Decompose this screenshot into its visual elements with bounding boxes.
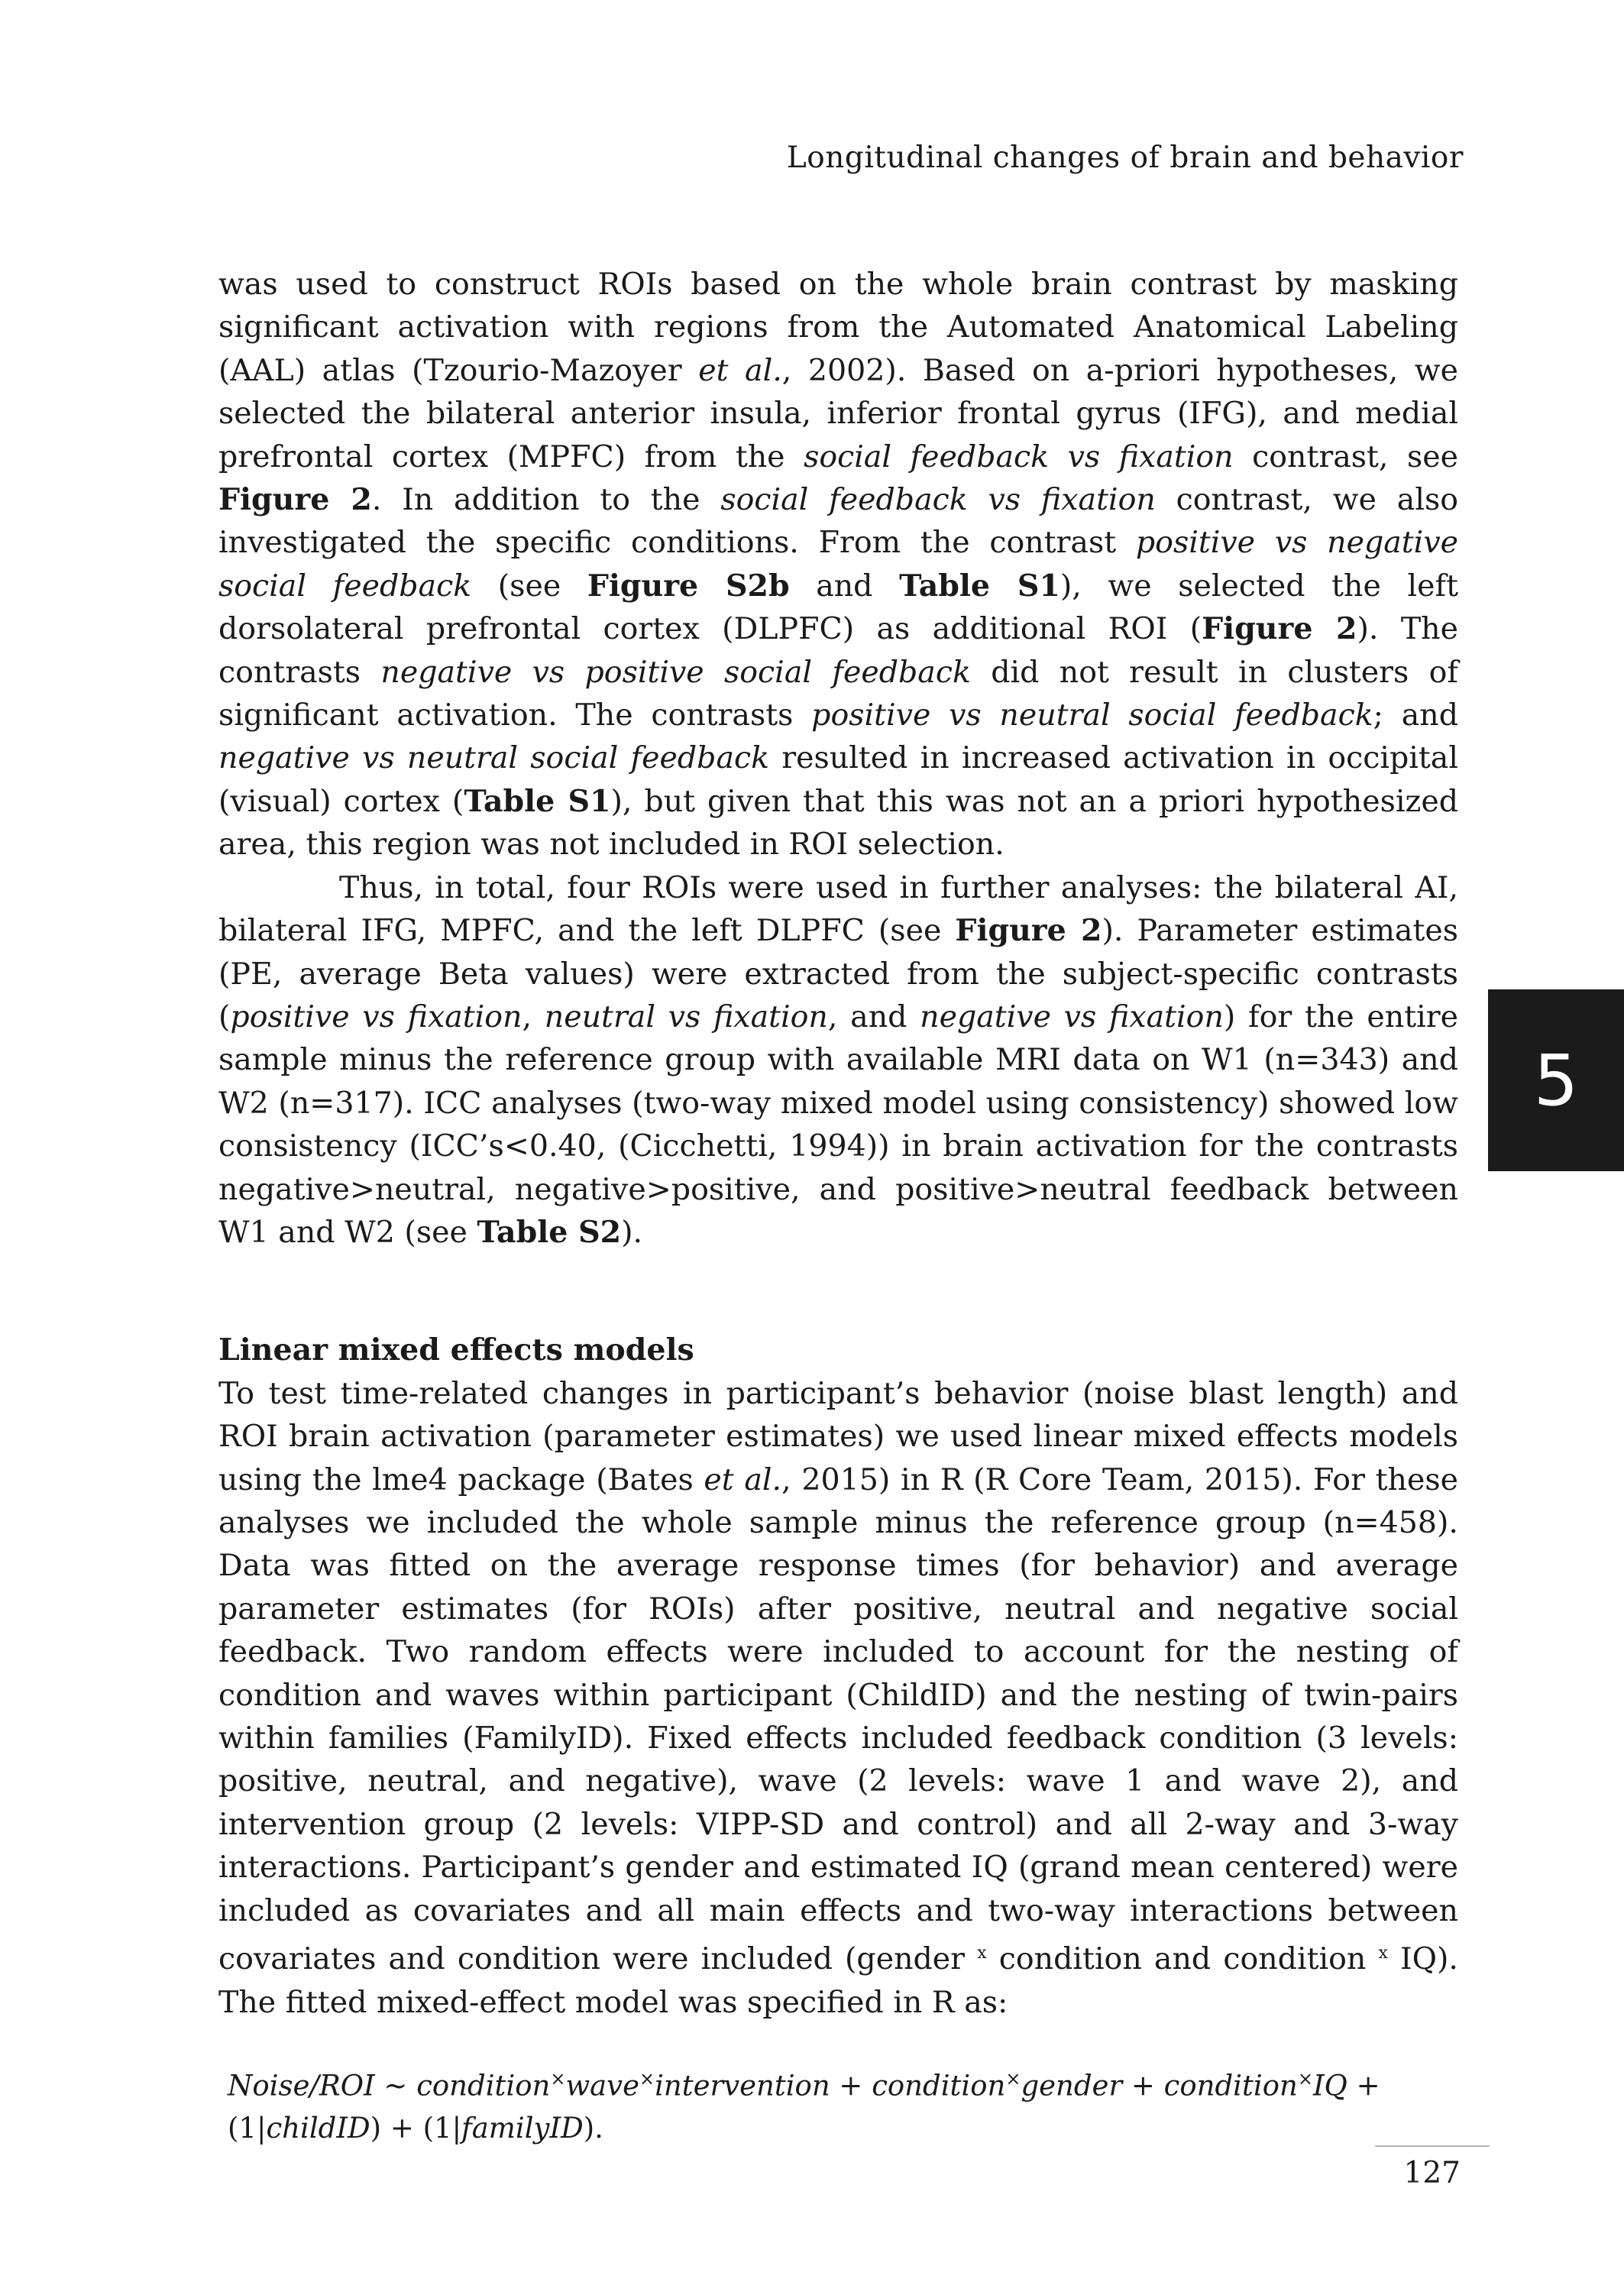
body-text <box>218 263 1458 2150</box>
model-formula <box>228 2057 1458 2150</box>
section-heading: Linear mixed effects models <box>218 1332 694 1368</box>
formula-line-1: Noise/ROI ~ condition×wave×intervention + condition×gender + condition×IQ + <box>228 2068 1380 2103</box>
paragraph-mixed-models: To test time-related changes in participant’s behavior (noise blast length) and ROI brain activation (parameter estimates) we used linear mixed effects models using the lme4 package (Bates et al., 2015) in R (R Core Team, 2015). For these analyses we included the whole sample minus the reference group (n=458). Data was fitted on the average response times (for behavior) and average parameter estimates (for ROIs) after positive, neutral and negative social feedback. Two random effects were included to account for the nesting of condition and waves within participant (ChildID) and the nesting of twin-pairs within families (FamilyID). Fixed effects included feedback condition (3 levels: positive, neutral, and negative), wave (2 levels: wave 1 and wave 2), and intervention group (2 levels: VIPP-SD and control) and all 2-way and 3-way interactions. Participant’s gender and estimated IQ (grand mean centered) were included as covariates and all main effects and two-way interactions between covariates and condition were included (gender $^x$ condition and condition $^x$ IQ). The fitted mixed-effect model was specified in R as: <box>218 1375 1458 2020</box>
chapter-number: 5 <box>1533 1039 1579 1122</box>
page-number: 127 <box>1403 2156 1461 2190</box>
running-head: Longitudinal changes of brain and behavior <box>786 141 1464 175</box>
paragraph-roi-summary: Thus, in total, four ROIs were used in further analyses: the bilateral AI, bilateral IFG, MPFC, and the left DLPFC (see Figure 2). Parameter estimates (PE, average Beta values) were extracted from the subject-specific contrasts (positive vs fixation, neutral vs fixation, and negative vs fixation) for the entire sample minus the reference group with available MRI data on W1 (n=343) and W2 (n=317). ICC analyses (two-way mixed model using consistency) showed low consistency (ICC’s<0.40, (Cicchetti, 1994)) in brain activation for the contrasts negative>neutral, negative>positive, and positive>neutral feedback between W1 and W2 (see Table S2). <box>218 869 1458 1250</box>
paragraph-roi-construction: was used to construct ROIs based on the whole brain contrast by masking significant activation with regions from the Automated Anatomical Labeling (AAL) atlas (Tzourio-Mazoyer et al., 2002). Based on a-priori hypotheses, we selected the bilateral anterior insula, inferior frontal gyrus (IFG), and medial prefrontal cortex (MPFC) from the social feedback vs fixation contrast, see Figure 2. In addition to the social feedback vs fixation contrast, we also investigated the specific conditions. From the contrast positive vs negative social feedback (see Figure S2b and Table S1), we selected the left dorsolateral prefrontal cortex (DLPFC) as additional ROI (Figure 2). The contrasts negative vs positive social feedback did not result in clusters of significant activation. The contrasts positive vs neutral social feedback; and negative vs neutral social feedback resulted in increased activation in occipital (visual) cortex (Table S1), but given that this was not an a priori hypothesized area, this region was not included in ROI selection. <box>218 267 1459 863</box>
chapter-tab <box>1488 989 1624 1171</box>
formula-line-2: (1|childID) + (1|familyID). <box>228 2112 603 2145</box>
footer-divider <box>1375 2145 1490 2147</box>
